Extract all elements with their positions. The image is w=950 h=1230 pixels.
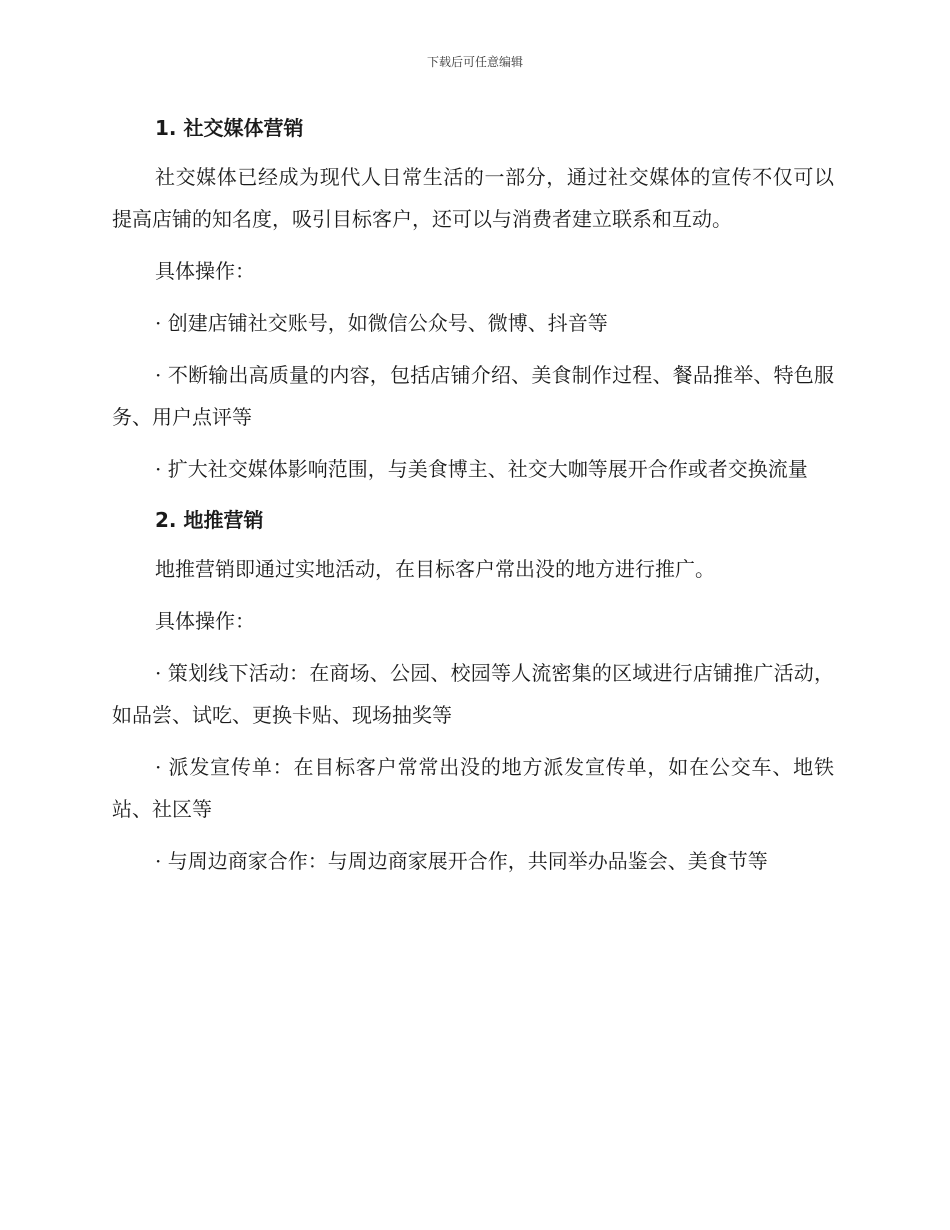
- bullet-item: · 创建店铺社交账号，如微信公众号、微博、抖音等: [155, 311, 608, 335]
- page-header-note: 下载后可任意编辑: [426, 55, 523, 69]
- bullet-item: · 派发宣传单：在目标客户常常出没的地方派发宣传单，如在公交车、地铁站、社区等: [112, 755, 834, 821]
- bullet-item: · 不断输出高质量的内容，包括店铺介绍、美食制作过程、餐品推举、特色服务、用户点评等: [112, 363, 834, 429]
- section-heading-ground-promotion: 2. 地推营销: [155, 508, 264, 532]
- bullet-item: · 扩大社交媒体影响范围，与美食博主、社交大咖等展开合作或者交换流量: [155, 457, 808, 481]
- operations-label: 具体操作：: [155, 259, 255, 283]
- document-body: [112, 110, 834, 882]
- bullet-item: · 与周边商家合作：与周边商家展开合作，共同举办品鉴会、美食节等: [155, 849, 768, 873]
- section-heading-social-media: 1. 社交媒体营销: [155, 116, 304, 140]
- bullet-item: · 策划线下活动：在商场、公园、校园等人流密集的区域进行店铺推广活动，如品尝、试吃、更换卡贴、现场抽奖等: [112, 661, 834, 727]
- section-intro-paragraph: 社交媒体已经成为现代人日常生活的一部分，通过社交媒体的宣传不仅可以提高店铺的知名度，吸引目标客户，还可以与消费者建立联系和互动。: [112, 165, 834, 231]
- section-intro-paragraph: 地推营销即通过实地活动，在目标客户常出没的地方进行推广。: [155, 557, 715, 581]
- operations-label: 具体操作：: [155, 609, 255, 633]
